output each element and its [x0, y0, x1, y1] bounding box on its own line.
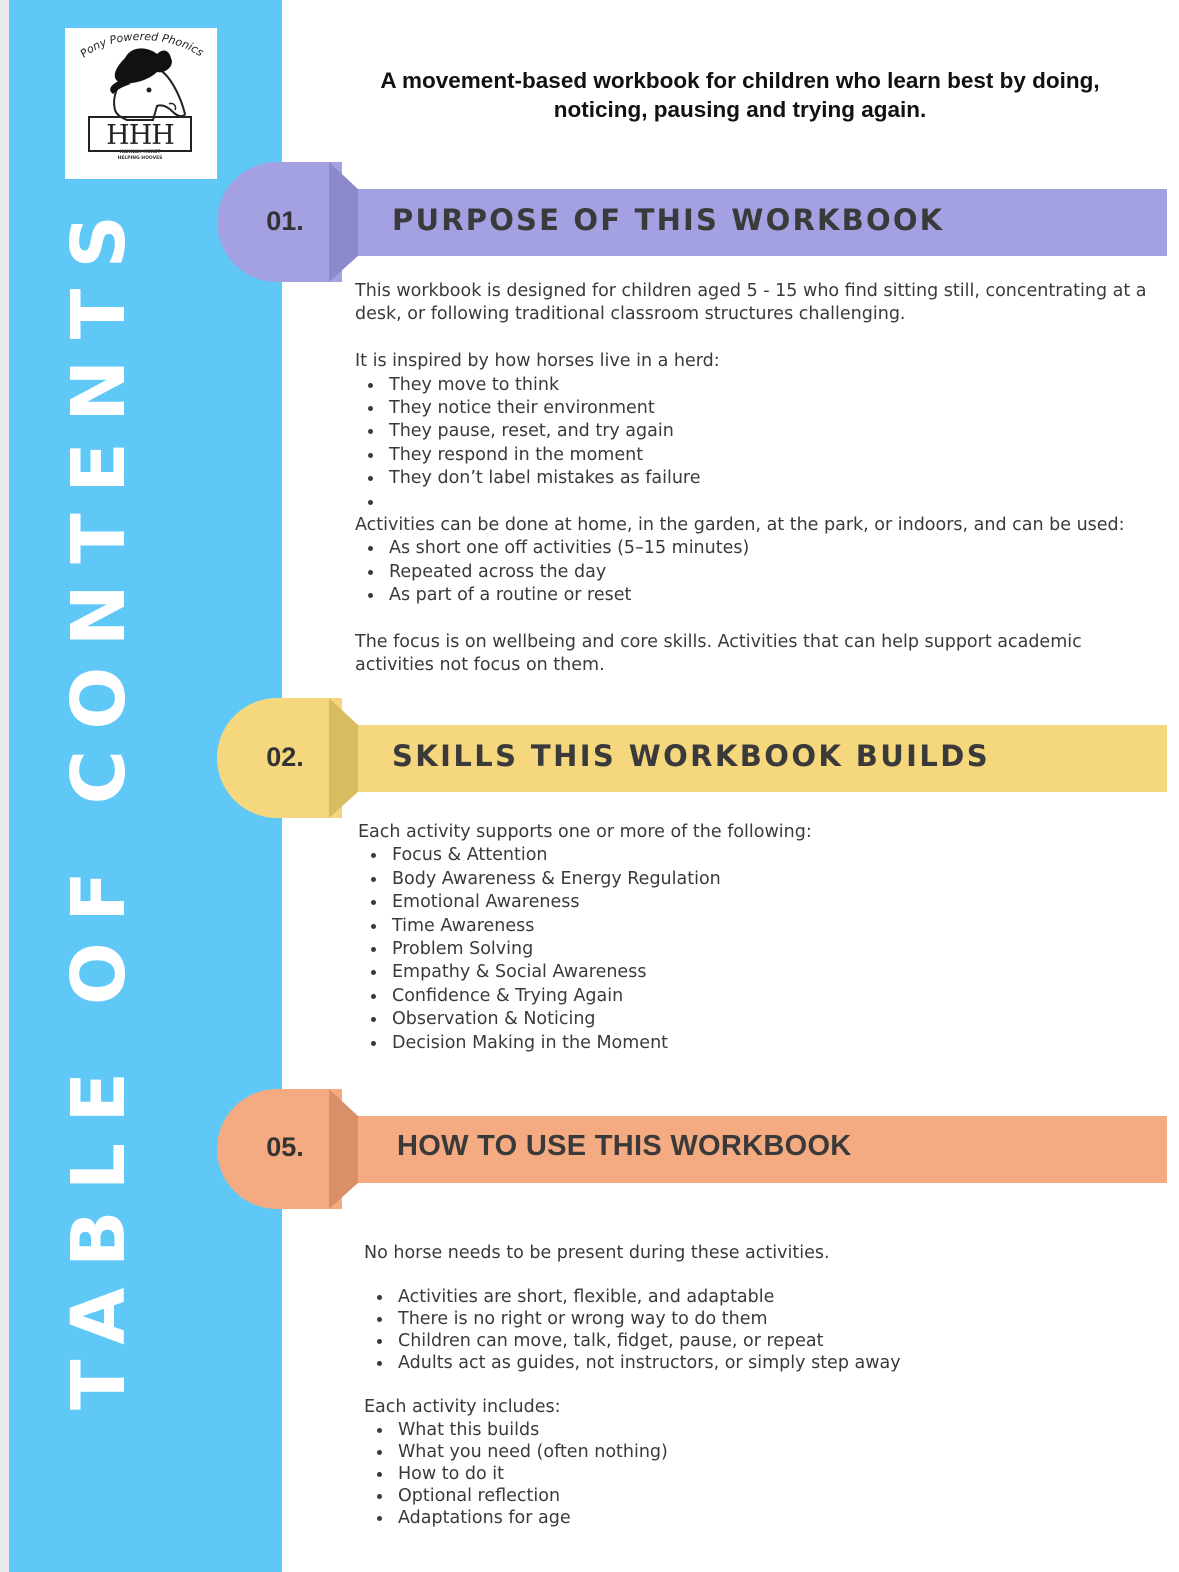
section-1-intro: This workbook is designed for children aged 5 - 15 who find sitting still, concentrating at a desk, or following traditional classroom structures challenging.: [355, 281, 1147, 325]
list-item: Observation & Noticing: [366, 1008, 1158, 1031]
list-item: What you need (often nothing): [372, 1441, 1164, 1463]
list-item: As part of a routine or reset: [363, 584, 1155, 607]
section-1-list2-intro: Activities can be done at home, in the garden, at the park, or indoors, and can be used:: [355, 515, 1125, 536]
section-1-list: [355, 374, 1155, 514]
list-item: They pause, reset, and try again: [363, 420, 1155, 443]
section-3-intro: No horse needs to be present during these activities.: [364, 1243, 830, 1263]
section-1-heading: PURPOSE OF THIS WORKBOOK: [392, 203, 945, 237]
list-item: Emotional Awareness: [366, 891, 1158, 914]
list-item: Body Awareness & Energy Regulation: [366, 868, 1158, 891]
section-1-closing: The focus is on wellbeing and core skills. Activities that can help support academic activities not focus on them.: [355, 632, 1082, 676]
list-item: Adaptations for age: [372, 1507, 1164, 1529]
table-of-contents-title: TABLE OF CONTENTS: [56, 194, 142, 1410]
page-subtitle: [340, 66, 1140, 124]
logo-tagline: [90, 150, 190, 162]
section-3-heading: HOW TO USE THIS WORKBOOK: [397, 1130, 852, 1162]
section-3-number: 05.: [266, 1132, 304, 1162]
section-1-number: 01.: [266, 206, 304, 236]
section-2-number: 02.: [266, 742, 304, 772]
list-item: [363, 491, 1155, 514]
list-item: Empathy & Social Awareness: [366, 961, 1158, 984]
section-2-list: [358, 844, 1158, 1055]
list-item: There is no right or wrong way to do them: [372, 1308, 1164, 1330]
list-item: They don’t label mistakes as failure: [363, 467, 1155, 490]
section-2-fold: [329, 698, 359, 818]
list-item: What this builds: [372, 1419, 1164, 1441]
logo-brand: Pony Powered Phonics: [78, 32, 206, 61]
section-3-fold: [329, 1089, 359, 1209]
logo-brand-text: [78, 32, 206, 62]
list-item: Optional reflection: [372, 1485, 1164, 1507]
section-1-body: [355, 280, 1155, 678]
list-item: They move to think: [363, 374, 1155, 397]
list-item: Activities are short, flexible, and adaptable: [372, 1286, 1164, 1308]
list-item: Confidence & Trying Again: [366, 985, 1158, 1008]
subtitle-line-2: noticing, pausing and trying again.: [553, 97, 927, 122]
list-item: Decision Making in the Moment: [366, 1032, 1158, 1055]
section-2-heading: SKILLS THIS WORKBOOK BUILDS: [392, 739, 991, 773]
section-1-list-intro: It is inspired by how horses live in a herd:: [355, 351, 720, 372]
section-1-list2: [355, 537, 1155, 607]
list-item: As short one off activities (5–15 minutes): [363, 537, 1155, 560]
logo-monogram: HHH: [88, 116, 192, 152]
list-item: Time Awareness: [366, 915, 1158, 938]
logo-tagline-2: HELPING HOOVES: [117, 156, 163, 161]
list-item: Repeated across the day: [363, 561, 1155, 584]
section-2-list-intro: Each activity supports one or more of the following:: [358, 822, 812, 842]
list-item: Focus & Attention: [366, 844, 1158, 867]
list-item: Problem Solving: [366, 938, 1158, 961]
section-3-body: [364, 1242, 1164, 1529]
logo-tagline-1: HANNAH HURST: [119, 150, 161, 155]
section-2-body: [358, 821, 1158, 1055]
page-edge: [0, 0, 9, 1572]
list-item: How to do it: [372, 1463, 1164, 1485]
list-item: Adults act as guides, not instructors, or simply step away: [372, 1352, 1164, 1374]
section-3-list2: [364, 1419, 1164, 1529]
section-3-list: [364, 1286, 1164, 1374]
list-item: They respond in the moment: [363, 444, 1155, 467]
list-item: They notice their environment: [363, 397, 1155, 420]
section-3-list2-intro: Each activity includes:: [364, 1397, 561, 1418]
svg-text:Pony Powered Phonics: [78, 32, 206, 60]
list-item: Children can move, talk, fidget, pause, or repeat: [372, 1330, 1164, 1352]
subtitle-line-1: A movement-based workbook for children who learn best by doing,: [380, 68, 1100, 93]
section-1-fold: [329, 162, 359, 282]
